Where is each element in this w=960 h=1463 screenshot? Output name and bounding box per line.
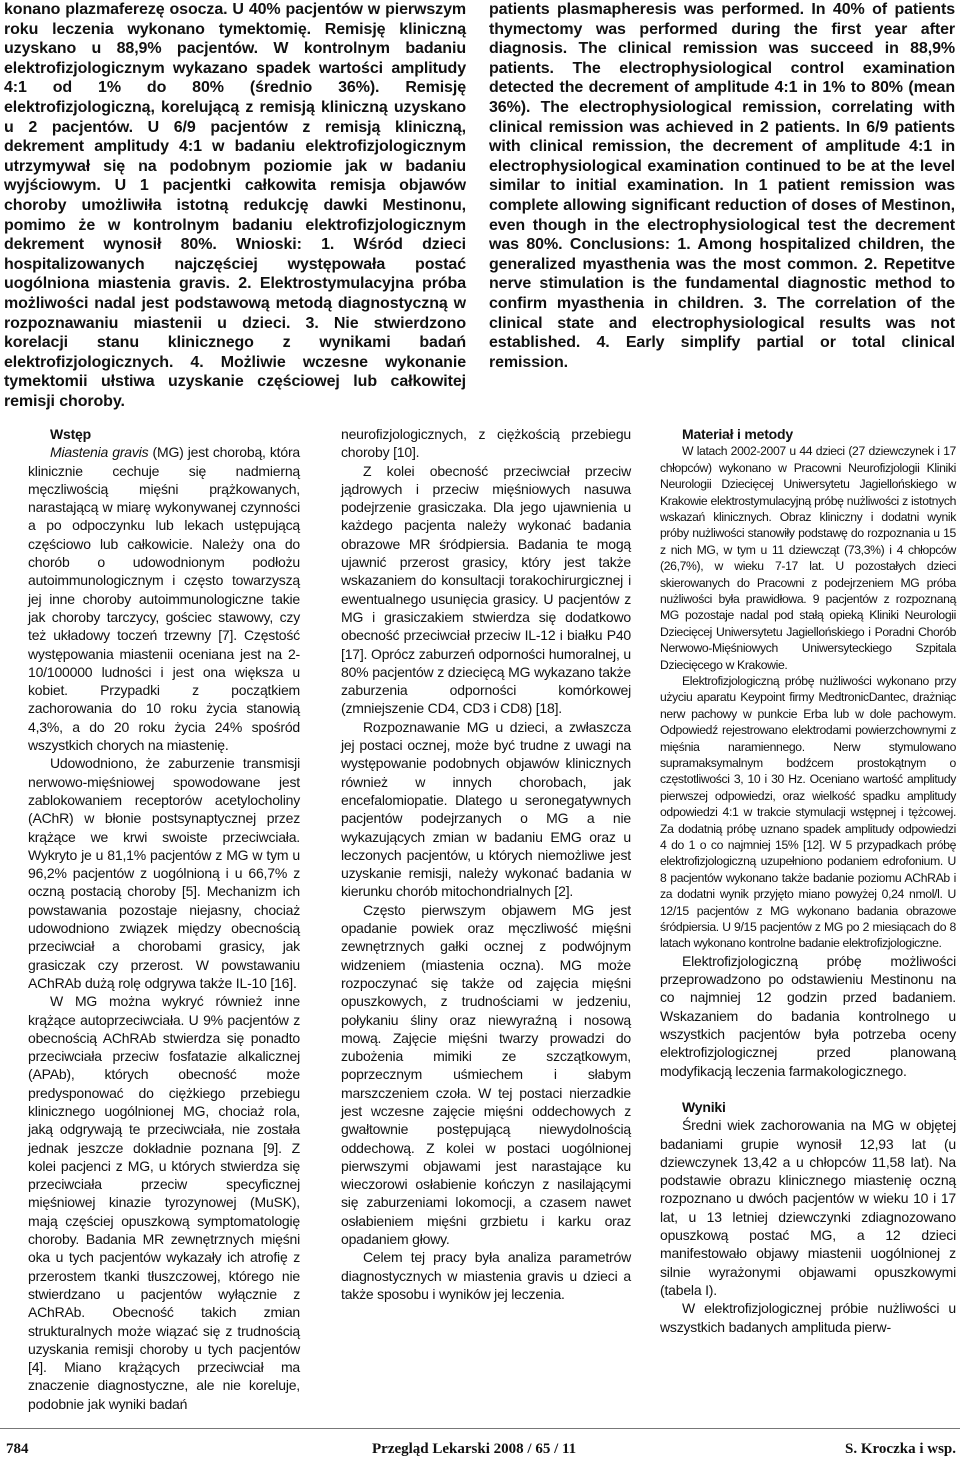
paragraph: Często pierwszym objawem MG jest opadanie powiek oraz męczliwość mięśni zewnętrznych gałki ocznej z podwójnym widzeniem (miastenia oczna). MG może rozpoczynać się także od zajęcia mięśni opuszkowych, z trudnościami w jedzeniu, połykaniu śliny oraz niewyraźną i nosową mową. Zajęcie mięśni twarzy prowadzi do zubożenia mimiki ze szczątkowym, poprzecznym uśmiechem i słabym marszczeniem czoła. W tej postaci nierzadkie jest wczesne zajęcie mięśni oddechowych z gwałtownie postępującą niewydolnością oddechową. Z kolei w postaci uogólnionej pierwszymi objawami jest narastające ku wieczorowi osłabienie kończyn z nasilającymi się zaburzeniami lokomocji, a czasem nawet osłabieniem mięśni grzbietu i karku oraz opadaniem głowy. xyxy=(341,901,631,1248)
paragraph: Średni wiek zachorowania na MG w objętej badaniami grupie wynosił 12,93 lat (u dziewczynek 13,42 a u chłopców 11,58 lat). Na podstawie obrazu klinicznego miastenię oczną rozpoznano u dwóch pacjentów w wieku 10 i 17 lat, u 13 letniej dziewczynki zdiagnozowano opuszkową postać MG, a 12 dzieci manifestowało objawy miastenii uogólnionej z silnie wyrażonymi objawami opuszkowymi (tabela I). xyxy=(660,1117,956,1298)
running-authors: S. Kroczka i wsp. xyxy=(845,1441,956,1457)
spacer xyxy=(660,1080,956,1098)
paragraph-small: Elektrofizjologiczną próbę nużliwości wykonano przy użyciu aparatu Keypoint firmy MedtronicDantec, drażniąc nerw pachowy w punkcie Erba lub w dole pachowym. Odpowiedź rejestrowano elektrodami powierzchownymi z mięśnia naramiennego. Nerw stymulowano supramaksymalnym bodźcem prostokątnym o częstotliwości 3, 10 i 30 Hz. Oceniano wartość amplitudy pierwszej odpowiedzi, oraz wielkość spadku amplitudy odpowiedzi 4:1 w trakcie stymulacji wstępnej i tężcowej. Za dodatnią próbę uznano spadek amplitudy odpowiedzi 4 do 1 o co najmniej 15% [12]. W 5 przypadkach próbę elektrofizjologiczną uzupełniono podaniem edrofonium. U 8 pacjentów wykonano także badanie poziomu AChRAb i za dodatni wynik przyjęto miano powyżej 0,24 nmol/l. U 12/15 pacjentów z MG wykonano badania obrazowe śródpiersia. U 9/15 pacjentów z MG po 2 miesiącach do 8 latach wykonano kontrolne badanie elektrofizjologiczne. xyxy=(660,673,956,951)
paragraph-text: (MG) jest chorobą, która klinicznie cechuje się nadmierną męczliwością mięśni prążkowanych, narastającą w miarę wykonywanej czynności a po odpoczynku lub lekach ustępującą częściowo lub całkowicie. Należy ona do chorób o udowodnionym podłożu autoimmunologicznym i często towarzyszą jej inne choroby autoimmunologiczne takie jak choroby tarczycy, gościec stawowy, czy też układowy toczeń trzewny [7]. Częstość występowania miastenii oceniana jest na 2-10/100000 ludności i jest ona większa u kobiet. Przypadki z początkiem zachorowania do 10 roku życia stanowią 4,3%, a do 20 roku życia 24% spośród wszystkich chorych na miastenię. xyxy=(28,444,301,754)
paragraph: Udowodniono, że zaburzenie transmisji nerwowo-mięśniowej spowodowane jest zablokowaniem receptorów acetylocholiny (AChR) w błonie postsynaptycznej przez krążące we krwi swoiste przeciwciała. Wykryto je u 81,1% pacjentów z MG w tym u 96,2% pacjentów z uogólnioną i u 66,7% z oczną postacią choroby [5]. Mechanizm ich powstawania pozostaje niejasny, chociaż udowodniono związek między obecnością przeciwciał a chorobami grasicy, jak grasiczak czy przerost. W powstawaniu AChRAb dużą rolę odgrywa także IL-10 [16]. xyxy=(28,755,300,991)
paragraph: W elektrofizjologicznej próbie nużliwości u wszystkich badanych amplituda pierw- xyxy=(660,1300,956,1335)
section-heading-introduction: Wstęp xyxy=(50,426,92,442)
paragraph: Elektrofizjologiczną próbę możliwości przeprowadzono po odstawieniu Mestinonu na co najmniej 12 godzin przed badaniem. Wskazaniem do badania kontrolnego u wszystkich pacjentów była potrzeba oceny elektrofizjologicznej przed planowaną modyfikacją leczenia farmakologicznego. xyxy=(660,952,956,1079)
section-heading-methods: Materiał i metody xyxy=(682,426,793,442)
footer-divider xyxy=(0,1428,960,1429)
italic-term: Miastenia gravis xyxy=(50,444,149,461)
paragraph: Rozpoznawanie MG u dzieci, a zwłaszcza jej postaci ocznej, może być trudne z uwagi na występowanie podobnych objawów klinicznych również w innych chorobach, jak encefalomiopatie. Dlatego u seronegatywnych pacjentów podejrzanych o MG a nie wykazujących zmian w badaniu EMG oraz u leczonych pacjentów, u których niemożliwe jest uzyskanie remisji, należy wykonać badania w kierunku chorób mitochondrialnych [2]. xyxy=(341,718,631,900)
body-column-3 xyxy=(660,425,956,1336)
paragraph: neurofizjologicznych, z ciężkością przebiegu choroby [10]. xyxy=(341,426,631,461)
body-column-1 xyxy=(28,425,300,1413)
paragraph: Z kolei obecność przeciwciał przeciw jądrowych i przeciw mięśniowych nasuwa podejrzenie grasiczaka. Dla jego ujawnienia u każdego pacjenta należy wykonać badania obrazowe MR śródpiersia. Badania te mogą ujawnić przerost grasicy, który jest także wskazaniem do konsultacji torakochirurgicznej i ewentualnego usunięcia grasicy. U pacjentów z MG i grasiczakiem stwierdza się dodatkowo obecność przeciwciał przeciw IL-12 i białku P40 [17]. Oprócz zaburzeń odporności humoralnej, u 80% pacjentów z dziecięcą MG wykazano także zaburzenia odporności komórkowej (zmniejszenie CD4, CD3 i CD8) [18]. xyxy=(341,462,631,717)
abstract-english: patients plasmapheresis was performed. In 40% of patients thymectomy was performed during the first year after diagnosis. The clinical remission was succeed in 88,9% patients. The electrophysiological control examination detected the decrement of amplitude 4:1 in 1% to 80% (mean 36%). The electrophysiological remission, correlating with clinical remission was achieved in 2 patients. In 6/9 patients with clinical remission, the decrement of amplitude 4:1 in electrophysiological examination continued to be at the level similar to initial examination. In 1 patient remission was complete allowing significant reduction of doses of Mestinon, even though in the electrophysiological test the decrement was 80%. Conclusions: 1. Among hospitalized children, the generalized myasthenia was the most common. 2. Repetitve nerve stimulation is the fundamental diagnostic method to confirm myasthenia in children. 3. The correlation of the clinical state and electrophysiological results was not established. 4. Early simplify partial or total clinical remission. xyxy=(489,1,955,371)
page-number: 784 xyxy=(6,1441,29,1457)
paragraph: Celem tej pracy była analiza parametrów diagnostycznych w miastenia gravis u dzieci a także sposobu i wyników jej leczenia. xyxy=(341,1249,631,1302)
journal-citation: Przegląd Lekarski 2008 / 65 / 11 xyxy=(372,1441,577,1457)
paragraph-small: W latach 2002-2007 u 44 dzieci (27 dziewczynek i 17 chłopców) wykonano w Pracowni Neurofizjologii Kliniki Neurologii Dziecięcej Uniwersytetu Jagiellońskiego w Krakowie elektrostymulacyjną próbę nużliwości z istotnych wskazań klinicznych. Obraz kliniczny i dodatni wynik próby nużliwości stanowiły podstawę do rozpoznania u 15 z nich MG, w tym u 11 dziewcząt (73,3%) i 4 chłopców (26,7%), w wieku 7-17 lat. U pozostałych dzieci skierowanych do Pracowni z podejrzeniem MG próba nużliwości była prawidłowa. 9 pacjentów z rozpoznaną MG pozostaje nadal pod stałą opieką Kliniki Neurologii Dziecięcej Uniwersytetu Jagiellońskiego i Poradni Chorób Nerwowo-Mięśniowych Uniwersyteckiego Szpitala Dziecięcego w Krakowie. xyxy=(660,444,956,672)
paragraph xyxy=(28,443,300,754)
section-heading-results: Wyniki xyxy=(682,1098,726,1115)
paragraph: W MG można wykryć również inne krążące autoprzeciwciała. U 9% pacjentów z obecnością AChRAb stwierdza się ponadto przeciwciała przeciw fosfatazie alkalicznej (APAb), których obecność może predysponować do ciężkiego przebiegu klinicznego uogólnionej MG, chociaż rola, jaką odgrywają te przeciwciała, nie została jednak jeszcze dokładnie poznana [9]. Z kolei pacjenci z MG, u których stwierdza się przeciwciała przeciw specyficznej mięśniowej kinazie tyrozynowej (MuSK), mają częściej opuszkową symptomatologię choroby. Badania MR zewnętrznych mięśni oka u tych pacjentów wykazały ich atrofię z przerostem tkanki tłuszczowej, którego nie stwierdzano u pacjentów wyłącznie z AChRAb. Obecność takich zmian strukturalnych może wiązać się z trudnością uzyskania remisji choroby u tych pacjentów [4]. Miano krążących przeciwciał ma znaczenie diagnostyczne, ale nie koreluje, podobnie jak wyniki badań xyxy=(28,993,300,1412)
body-column-2 xyxy=(341,425,631,1303)
abstract-polish: konano plazmaferezę osocza. U 40% pacjentów w pierwszym roku leczenia wykonano tymektomię. Remisję kliniczną uzyskano u 88,9% pacjentów. W kontrolnym badaniu elektrofizjologicznym wykazano spadek wartości amplitudy 4:1 od 1% do 80% (średnio 36%). Remisję elektrofizjologiczną, korelującą z remisją kliniczną uzyskano u 2 pacjentów. U 6/9 pacjentów z remisją kliniczną, dekrement amplitudy 4:1 w badaniu elektrofizjologicznym utrzymywał się na podobnym poziomie jak w badaniu wyjściowym. U 1 pacjentki całkowita remisja objawów choroby umożliwiła istotną redukcję dawki Mestinonu, pomimo że w kontrolnym badaniu elektrofizjologicznym dekrement wynosił 80%. Wnioski: 1. Wśród dzieci hospitalizowanych najczęściej występowała postać uogólniona miastenia gravis. 2. Elektrostymulacyjna próba możliwości nadal jest podstawową metodą diagnostyczną w rozpoznawaniu miastenii u dzieci. 3. Nie stwierdzono korelacji stanu klinicznego z wynikami badań elektrofizjologicznych. 4. Możliwie wczesne wykonanie tymektomii ułstiwa uzyskanie częściowej lub całkowitej remisji choroby. xyxy=(4,1,466,410)
page-footer xyxy=(0,1428,960,1463)
